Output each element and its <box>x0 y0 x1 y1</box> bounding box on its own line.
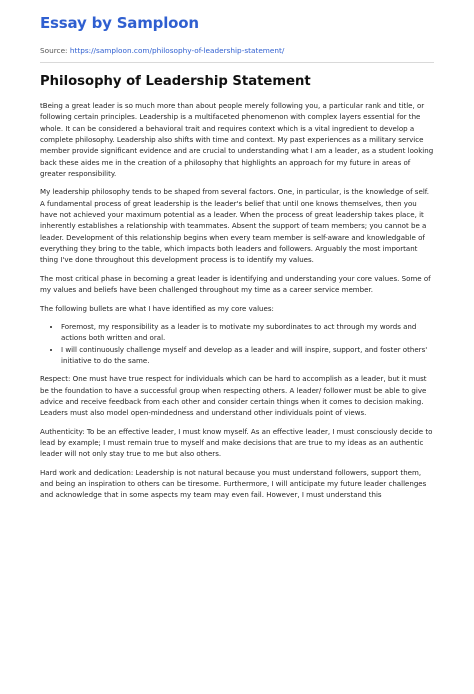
list-item: • Foremost, my responsibility as a leader is to motivate my subordinates to act through my words and actions both written and oral. <box>61 321 434 344</box>
brand-title: Essay by Samploon <box>40 14 199 32</box>
paragraph: tBeing a great leader is so much more than about people merely following you, a particular rank and title, or following certain principles. Leadership is a multifaceted phenomenon with complex layers essential for the whole. It can be considered a behavioral trait and requires context which is a vital ingredient to develop a complete philosophy. Leadership also shifts with time and context. My past experiences as a military service member provide significant evidence and are crucial to understanding what I am a leader, as a student looking back these aides me in the creation of a philosophy that highlights an approach for my future in areas of greater responsibility. <box>40 101 434 179</box>
paragraph: Authenticity: To be an effective leader, I must know myself. As an effective leader, I must consciously decide to lead by example; I must remain true to myself and make decisions that are true to my ideas as an authentic leader will not only stay true to me but also others. <box>40 426 433 459</box>
document-body <box>40 100 434 508</box>
core-values-list <box>40 321 434 366</box>
source-link[interactable]: https://samploon.com/philosophy-of-leadership-statement/ <box>69 46 285 55</box>
header-divider <box>40 62 434 63</box>
paragraph: Hard work and dedication: Leadership is not natural because you must understand followers, support them, and being an inspiration to others can be tiresome. Furthermore, I will anticipate my future leader challenges and acknowledge that in some aspects my team may even fail. However, I must understand this <box>40 467 427 500</box>
list-item: • I will continuously challenge myself and develop as a leader and will inspire, support, and foster others' initiative to do the same. <box>61 344 434 367</box>
paragraph: Respect: One must have true respect for individuals which can be hard to accomplish as a leader, but it must be the foundation to have a successful group when respecting others. A leader/ follower must be able to give advice and receive feedback from each other and consider certain things when it comes to decision making. Leaders must also model open-mindedness and understand other individuals point of views. <box>40 374 427 418</box>
document-title: Philosophy of Leadership Statement <box>40 74 311 89</box>
paragraph: The following bullets are what I have identified as my core values: <box>40 303 274 313</box>
source-line <box>40 46 284 55</box>
paragraph: The most critical phase in becoming a great leader is identifying and understanding your core values. Some of my values and beliefs have been challenged throughout my time as a career service member. <box>40 273 431 295</box>
paragraph: My leadership philosophy tends to be shaped from several factors. One, in particular, is the knowledge of self. A fundamental process of great leadership is the leader's belief that until one knows themselves, then you have not achieved your maximum potential as a leader. When the process of great leadership takes place, it inherently establishes a relationship with teammates. Absent the support of team members; you cannot be a leader. Development of this relationship begins when every team member is self-aware and knowledgable of everything they bring to the table, which impacts both leaders and followers. Arguably the most important thing I've done throughout this development process is to identify my values. <box>40 187 429 265</box>
source-label: Source: <box>40 46 68 55</box>
